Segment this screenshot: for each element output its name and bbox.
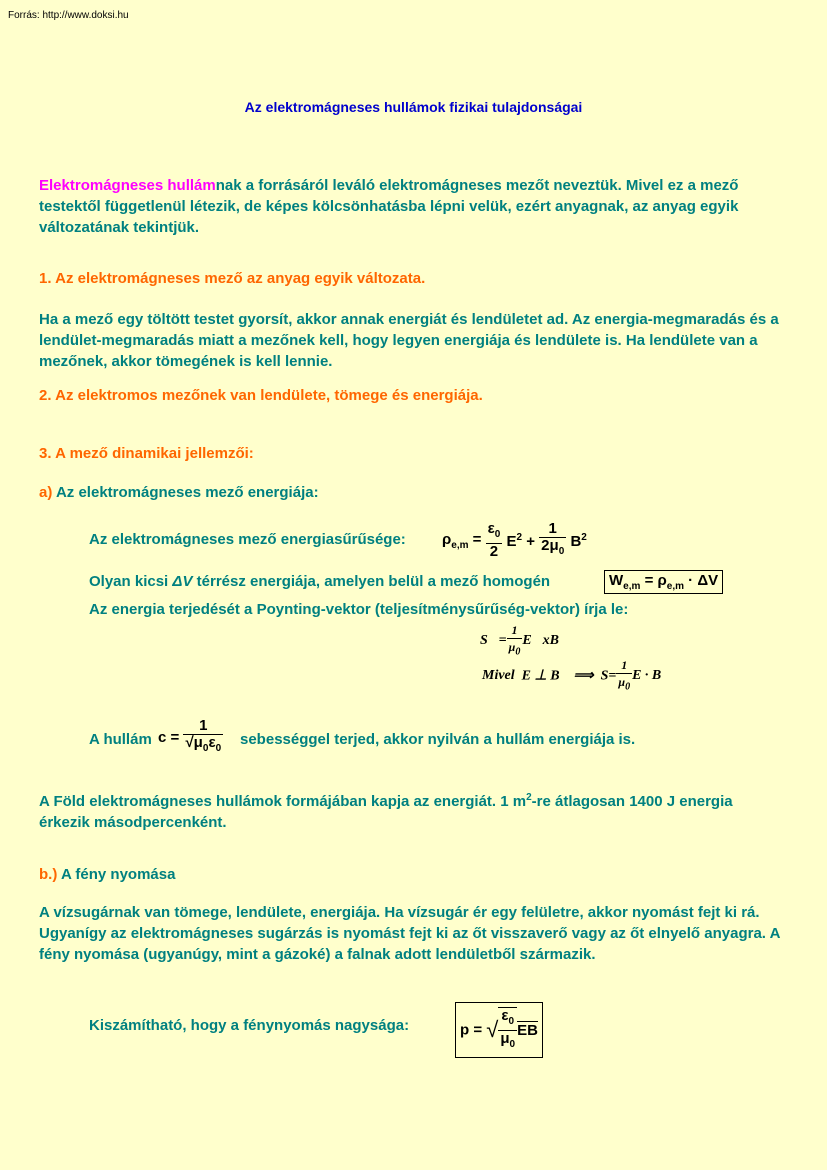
volume-symbol: ΔV [172, 573, 193, 590]
speed-formula: c = $\frac{1}{√\mu_0\varepsilon_0}$ [158, 717, 222, 754]
earth-text-1: A Föld elektromágneses hullámok formájában kapja az energiát. 1 m [39, 793, 527, 810]
earth-paragraph [39, 787, 779, 833]
subsection-a-label: a) [39, 484, 53, 501]
speed-prefix: A hullám [89, 731, 152, 748]
earth-sup: 2 [526, 792, 532, 803]
section2-heading: 2. Az elektromos mezőnek van lendülete, tömege és energiája. [39, 387, 483, 404]
density-formula: $\rho_{e,m}$ = $\frac{\varepsilon_0}{2}$ $E^2$ + $\frac{1}{2\mu_0}$ $B^2$ [442, 520, 587, 560]
mivel-formula: Mivel E ⊥ B ⟹ S= $\frac{1}{\mu_0}$ E · B [482, 658, 662, 693]
intro-highlight: Elektromágneses hullám [39, 177, 216, 194]
pressure-formula-box: p = √ $\frac{\varepsilon_0}{\mu_0}$ EB [455, 1002, 543, 1058]
subsection-a [39, 482, 799, 503]
poynting-formula: S⃗= $\frac{1}{\mu_0}$ E⃗xB⃗ [480, 623, 570, 658]
mivel-word: Mivel [482, 668, 515, 684]
subsection-a-text: Az elektromágneses mező energiája: [55, 484, 319, 501]
page-title: Az elektromágneses hullámok fizikai tulajdonságai [244, 99, 583, 115]
section1-heading: 1. Az elektromágneses mező az anyag egyik változata. [39, 270, 426, 287]
speed-suffix: sebességgel terjed, akkor nyilván a hullám energiája is. [240, 731, 636, 748]
intro-paragraph [39, 175, 799, 238]
section3-heading: 3. A mező dinamikai jellemzői: [39, 445, 254, 462]
earth-text-2: -re átlagosan 1400 J energia érkezik másodpercenként. [39, 793, 733, 831]
energy-formula-box: $W_{e,m} = \rho_{e,m} \cdot \Delta V$ [604, 570, 723, 594]
intro-text: nak a forrásáról leváló elektromágneses mezőt neveztük. Mivel ez a mező testektől függetlenül létezik, de képes kölcsönhatásba lépni velük, ezért anyagnak, az anyag egyik változatának tekintjük. [39, 177, 739, 236]
volume-line [89, 573, 550, 590]
volume-prefix: Olyan kicsi [89, 573, 169, 590]
poynting-text: Az energia terjedését a Poynting-vektor (teljesítménysűrűség-vektor) írja le: [89, 601, 629, 618]
subsection-b-label: b.) [39, 866, 58, 883]
section1-text: Ha a mező egy töltött testet gyorsít, akkor annak energiát és lendületet ad. Az energia-megmaradás és a lendület-megmaradás miatt a mezőnek kell, hogy legyen energiája és lendülete is. Ha lendülete van a mezőnek, akkor tömegének is kell lennie. [39, 311, 779, 370]
volume-suffix: térrész energiája, amelyen belül a mező homogén [196, 573, 551, 590]
subsection-b [39, 864, 799, 885]
subsection-b-text: A fény nyomása [60, 866, 176, 883]
density-text: Az elektromágneses mező energiasűrűsége: [89, 531, 406, 548]
pressure-text: Kiszámítható, hogy a fénynyomás nagysága: [89, 1017, 410, 1034]
source-note: Forrás: http://www.doksi.hu [8, 10, 129, 21]
b-paragraph: A vízsugárnak van tömege, lendülete, energiája. Ha vízsugár ér egy felületre, akkor nyomást fejt ki rá. Ugyanígy az elektromágneses sugárzás is nyomást fejt ki az őt visszaverő vagy az őt elnyelő anyagra. A fény nyomása (ugyanúgy, mint a gázoké) a falnak adott lendületből származik. [39, 904, 780, 963]
